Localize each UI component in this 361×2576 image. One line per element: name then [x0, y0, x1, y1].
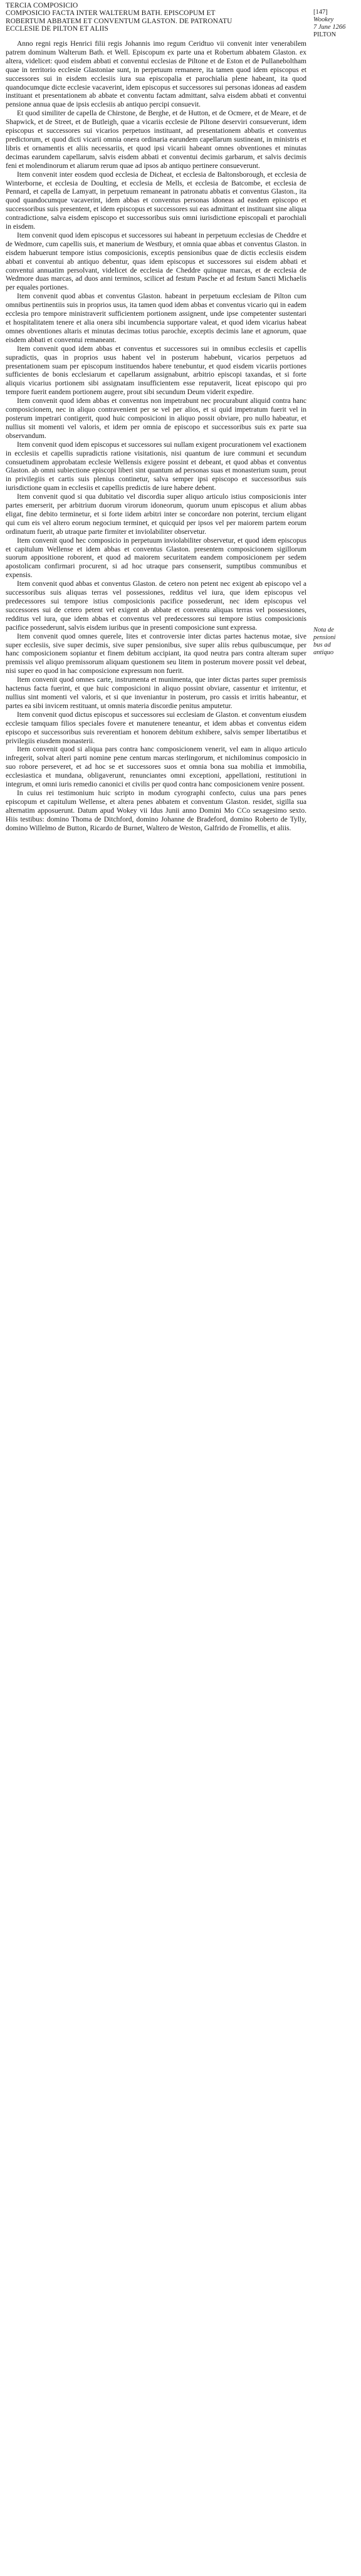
document-heading	[6, 2, 300, 33]
margin-place: Wookey	[313, 16, 334, 23]
margin-nota	[313, 627, 336, 657]
paragraph: Item convenit quod abbas et conventus Glaston. de cetero non petent nec exigent ab episcopo vel a successoribus suis aliquas terras vel possessiones, redditus vel iura, que idem episcopus vel predecessores sui tempore istius composicionis pacifice possederunt, nec idem episcopus vel successores sui de cetero petent vel exigent ab abbate et conventu aliquas terras vel possessiones, redditus vel iura, que idem abbas et conventus vel predecessores sui tempore istius composicionis pacifice possederunt, salvis eisdem iuribus que in presenti composicione sunt expressa.	[6, 580, 306, 632]
paragraph: Item convenit quod idem episcopus et successores sui habeant in perpetuum ecclesias de Cheddre et de Wedmore, cum capellis suis, et manerium de Westbury, et omnia quae abbas et conventus Glaston. in eisdem habuerunt tempore istius composicionis, exceptis pensionibus quae de dictis ecclesiis eisdem abbati et conventui ab antiquo debentur, quas idem episcopus et successores sui eisdem abbati et conventui annuatim persolvant, videlicet de ecclesia de Cheddre quinque marcas, et de ecclesia de Wedmore duas marcas, ad duos anni terminos, scilicet ad festum Pasche et ad festum Sancti Michaelis per equales portiones.	[6, 231, 306, 292]
heading-line: ROBERTUM ABBATEM ET CONVENTUM GLASTON. DE PATRONATU	[6, 17, 233, 25]
paragraph: Item convenit quod omnes querele, lites et controversie inter dictas partes hactenus motae, sive super ecclesiis, sive super decimis, sive super pensionibus, sive super aliis rebus quibuscumque, per hanc composicionem sopiantur et finem debitum accipiant, ita quod neutra pars contra alteram super premissis vel aliquo premissorum aliquam questionem seu litem in posterum movere possit vel debeat, nisi super eo quod in hac composicione expressum non fuerit.	[6, 632, 306, 675]
heading-label: TERCIA COMPOSICIO	[6, 2, 78, 9]
paragraph: Anno regni regis Henrici filii regis Johannis imo regum Ceridtuo vii convenit inter venerabilem patrem dominum Walterum Bath. et Well. Episcopum ex parte una et Robertum abbatem Glaston. ex altera, videlicet: quod eisdem abbati et conventui ecclesias de Piltone et de Eston et de Pullaneboltham quae in territorio ecclesie Glastoniae sunt, in perpetuum remanere, ita tamen quod idem episcopus et successores sui in eisdem ecclesiis iura sua episcopalia et parochialia plene habeant, ita quod quandocumque dicte ecclesie vacaverint, idem episcopus et successores sui personas idoneas ad easdem instituant et presentationem ab abbate et conventu factam admittant, salva eisdem abbati et conventui pensione annua quae de ipsis ecclesiis ab antiquo percipi consuevit.	[6, 40, 306, 109]
paragraph: Item convenit quod idem abbas et conventus et successores sui in omnibus ecclesiis et capellis supradictis, quas in proprios usus habent vel in posterum habebunt, vicarios perpetuos ad presentationem suam per episcopum instituendos habere tenebuntur, et quod eisdem vicariis portiones sufficientes de bonis ecclesiarum et capellarum assignabunt, arbitrio episcopi taxandas, et si forte aliquis vicarius portionem sibi assignatam insufficientem esse reputaverit, liceat episcopo qui pro tempore fuerit eandem portionem augere, prout sibi secundum Deum viderit expedire.	[6, 345, 306, 397]
margin-nota-line: bus ad	[313, 642, 331, 649]
paragraph: In cuius rei testimonium huic scripto in modum cyrographi confecto, cuius una pars penes episcopum et capitulum Wellense, et altera penes abbatem et conventum Glaston. residet, sigilla sua alternatim apposuerunt. Datum apud Wokey vii Idus Junii anno Domini Mo CCo sexagesimo sexto. Hiis testibus: domino Thoma de Ditchford, domino Johanne de Bradeford, domino Roberto de Tylly, domino Willelmo de Button, Ricardo de Burnet, Waltero de Weston, Galfrido de Fromellis, et aliis.	[6, 789, 306, 832]
paragraph: Item convenit quod si qua dubitatio vel discordia super aliquo articulo istius composicionis inter partes emerserit, per arbitrium duorum virorum idoneorum, quorum unum episcopus et alium abbas eligat, fine debito terminetur, et si forte iidem arbitri inter se concordare non poterint, tercium eligant qui cum eis vel altero eorum negocium terminet, et quicquid per ipsos vel per maiorem partem eorum ordinatum fuerit, ab utraque parte firmiter et inviolabiliter observetur.	[6, 493, 306, 536]
margin-ref: [147]	[313, 9, 328, 16]
heading-line: COMPOSICIO FACTA INTER WALTERUM BATH. EPISCOPUM ET	[6, 9, 216, 18]
paragraph: Item convenit quod abbas et conventus Glaston. habeant in perpetuum ecclesiam de Pilton cum omnibus pertinentiis suis in proprios usus, ita tamen quod idem abbas et conventus vicario qui in eadem ecclesia pro tempore ministraverit sufficientem portionem assignent, unde ipse competenter sustentari et hospitalitatem tenere et alia onera sibi incumbencia supportare valeat, et quod idem vicarius habeat omnes obventiones altaris et minutas decimas totius parochie, exceptis decimis lane et agnorum, quae eisdem abbati et conventui remaneant.	[6, 293, 306, 344]
heading-line: ECCLESIE DE PILTON ET ALIIS	[6, 25, 108, 33]
margin-nota-line: pensioni	[313, 634, 336, 641]
paragraph: Et quod similiter de capella de Chirstone, de Berghe, et de Hutton, et de Ocmere, et de Meare, et de Shapwick, et de Street, et de Butleigh, quae a vicariis ecclesie de Piltone deserviri consueverunt, idem episcopus et successores sui vicarios perpetuos instituant, ad presentationem abbatis et conventus predictorum, et quod dicti vicarii omnia onera ordinaria earundem capellarum sustineant, in ministris et libris et ornamentis et aliis necessariis, et quod ipsi vicarii habeant omnes obventiones et minutas decimas earundem capellarum, salvis eisdem abbati et conventui decimis garbarum, et salvis decimis feni et molendinorum et aliarum rerum quae ad ipsos ab antiquo pertinere consueverunt.	[6, 110, 306, 170]
paragraph: Item convenit quod si aliqua pars contra hanc composicionem venerit, vel eam in aliquo articulo infregerit, solvat alteri parti nomine pene centum marcas sterlingorum, et nichilominus composicio in suo robore perseveret, et ad hoc se et successores suos et omnia bona sua mobilia et immobilia, ecclesiastica et mundana, obligaverunt, renunciantes omni exceptioni, appellationi, restitutioni in integrum, et omni iuris remedio canonici et civilis per quod contra hanc composicionem venire possent.	[6, 746, 306, 789]
margin-date-note	[313, 9, 345, 39]
margin-date: 7 June 1266	[313, 24, 346, 31]
margin-ref-2: PILTON	[313, 31, 337, 38]
paragraph: Item convenit quod hec composicio in perpetuum inviolabiliter observetur, et quod idem episcopus et capitulum Wellense et idem abbas et conventus Glaston. presentem composicionem sigillorum suorum appositione roborent, et quod ad maiorem securitatem eandem composicionem per sedem apostolicam confirmari procurent, si ad hoc utraque pars consenserit, sumptibus communibus et expensis.	[6, 536, 306, 580]
paragraph: Item convenit quod idem episcopus et successores sui nullam exigent procurationem vel exactionem in ecclesiis et capellis supradictis ratione visitationis, nisi quantum de iure communi et secundum consuetudinem approbatam ecclesie Wellensis exigere possint et debeant, et quod abbas et conventus Glaston. ab omni subiectione episcopi liberi sint quantum ad personas suas et monasterium suum, prout in privilegiis et cartis suis plenius continetur, salva semper ipsi episcopo et successoribus suis iurisdictione quam in ecclesiis et capellis predictis de iure habere debent.	[6, 441, 306, 493]
document-body	[6, 40, 306, 833]
margin-nota-line: Nota de	[313, 627, 334, 634]
paragraph: Item convenit quod omnes carte, instrumenta et munimenta, que inter dictas partes super premissis hactenus facta fuerint, et que huic composicioni in aliquo possint obviare, cassentur et irritentur, et nullius sint momenti vel valoris, et si que inveniantur in posterum, pro cassis et irritis habeantur, et partes ea sibi invicem restituant, ut omnis materia discordie penitus amputetur.	[6, 676, 306, 710]
paragraph: Item convenit inter eosdem quod ecclesia de Dicheat, et ecclesia de Baltonsborough, et ecclesia de Winterborne, et ecclesia de Doulting, et ecclesia de Mells, et ecclesia de Batcombe, et ecclesia de Pennard, et capella de Lamyatt, in perpetuum remaneant in patronatu abbatis et conventus Glaston., ita quod quandocumque vacaverint, idem abbas et conventus personas idoneas ad easdem episcopo et successoribus suis presentent, et idem episcopus et successores sui eas admittant et instituant sine aliqua contradictione, salva eisdem episcopo et successoribus suis omni iurisdictione episcopali et parochiali in eisdem.	[6, 170, 306, 231]
paragraph: Item convenit quod idem abbas et conventus non impetrabunt nec procurabunt aliquid contra hanc composicionem, nec in aliquo contravenient per se vel per alios, et si quid impetratum fuerit vel in posterum impetrari contigerit, quod huic composicioni in aliquo possit obviare, pro nullo habeatur, et nullius sit momenti vel valoris, et idem per omnia de episcopo et successoribus suis ex parte sua observandum.	[6, 397, 306, 440]
paragraph: Item convenit quod dictus episcopus et successores sui ecclesiam de Glaston. et conventum eiusdem ecclesie tamquam filios speciales fovere et manutenere teneantur, et idem abbas et conventus eidem episcopo et successoribus suis reverentiam et honorem debitum exhibere, salvis semper libertatibus et privilegiis eiusdem monasterii.	[6, 711, 306, 745]
margin-nota-line: antiquo	[313, 649, 334, 656]
